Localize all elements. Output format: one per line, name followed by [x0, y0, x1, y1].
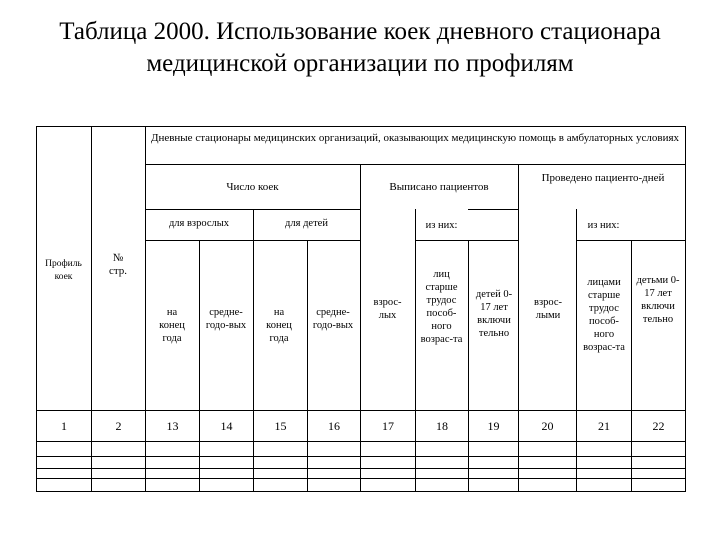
col-number-2: 2: [115, 419, 122, 433]
sub-adults-header: для взрослых: [168, 218, 230, 229]
header-line-3b: [415, 240, 518, 241]
col-number-17: 17: [382, 419, 394, 433]
row-line-1: [36, 441, 686, 442]
col-number-1: 1: [61, 419, 67, 433]
col-number-13: 13: [166, 419, 179, 433]
col-number-19: 19: [487, 419, 500, 433]
leaf-avg-year-children: средне-годо-вых: [312, 307, 354, 331]
leaf-children-discharged: детей 0-17 лет включи тельно: [475, 289, 513, 339]
col-number-18: 18: [436, 419, 448, 433]
col-number-20: 20: [541, 419, 554, 433]
vline-2: [145, 126, 146, 492]
row-line-4: [36, 478, 686, 479]
page-title: Таблица 2000. Использование коек дневного стационара медицинской организации по профилям: [59, 18, 661, 77]
col-number-15: 15: [274, 419, 287, 433]
col-number-14: 14: [220, 419, 233, 433]
sub-of-them-days: из них:: [587, 220, 620, 231]
col-row-no-header: № стр.: [108, 252, 128, 277]
leaf-end-year-children: на конец года: [266, 307, 292, 344]
row-line-2: [36, 456, 686, 457]
header-line-4: [36, 410, 686, 411]
vline-1: [91, 126, 92, 492]
vline-10: [576, 209, 577, 492]
col-profile-header: Профиль коек: [45, 259, 82, 282]
vline-9: [518, 164, 519, 492]
vline-4: [253, 209, 254, 492]
leaf-elder-days: лицами старше трудос пособ-ного возрас-та: [583, 277, 625, 353]
sub-of-them-discharged: из них:: [425, 220, 458, 231]
row-line-3: [36, 468, 686, 469]
table-border-bottom: [36, 491, 686, 492]
leaf-elder-discharged: лиц старше трудос пособ-ного возрас-та: [420, 269, 463, 345]
col-number-22: 22: [652, 419, 665, 433]
header-line-2b: [468, 209, 518, 210]
group-patient-days-header: Проведено пациенто-дней: [541, 172, 665, 184]
vline-3: [199, 240, 200, 492]
vline-8: [468, 240, 469, 492]
leaf-adults-days: взрос-лыми: [533, 297, 563, 321]
vline-6: [360, 164, 361, 492]
leaf-end-year-adults: на конец года: [159, 307, 185, 344]
group-beds-header: Число коек: [226, 181, 279, 193]
leaf-adults-discharged: взрос-лых: [373, 297, 402, 321]
leaf-avg-year-adults: средне-годо-вых: [205, 307, 247, 331]
col-number-21: 21: [598, 419, 610, 433]
group-discharged-header: Выписано пациентов: [389, 181, 489, 193]
table-border-top: [36, 126, 686, 127]
table-border-left: [36, 126, 37, 492]
header-main: Дневные стационары медицинских организаций, оказывающих медицинскую помощь в амбулаторных условиях: [150, 132, 680, 144]
col-number-16: 16: [328, 419, 340, 433]
vline-11: [631, 240, 632, 492]
vline-5: [307, 240, 308, 492]
header-line-1: [145, 164, 686, 165]
sub-children-header: для детей: [285, 218, 328, 229]
vline-7: [415, 209, 416, 492]
table-border-right: [685, 126, 686, 492]
leaf-children-days: детьми 0-17 лет включи тельно: [636, 275, 680, 325]
